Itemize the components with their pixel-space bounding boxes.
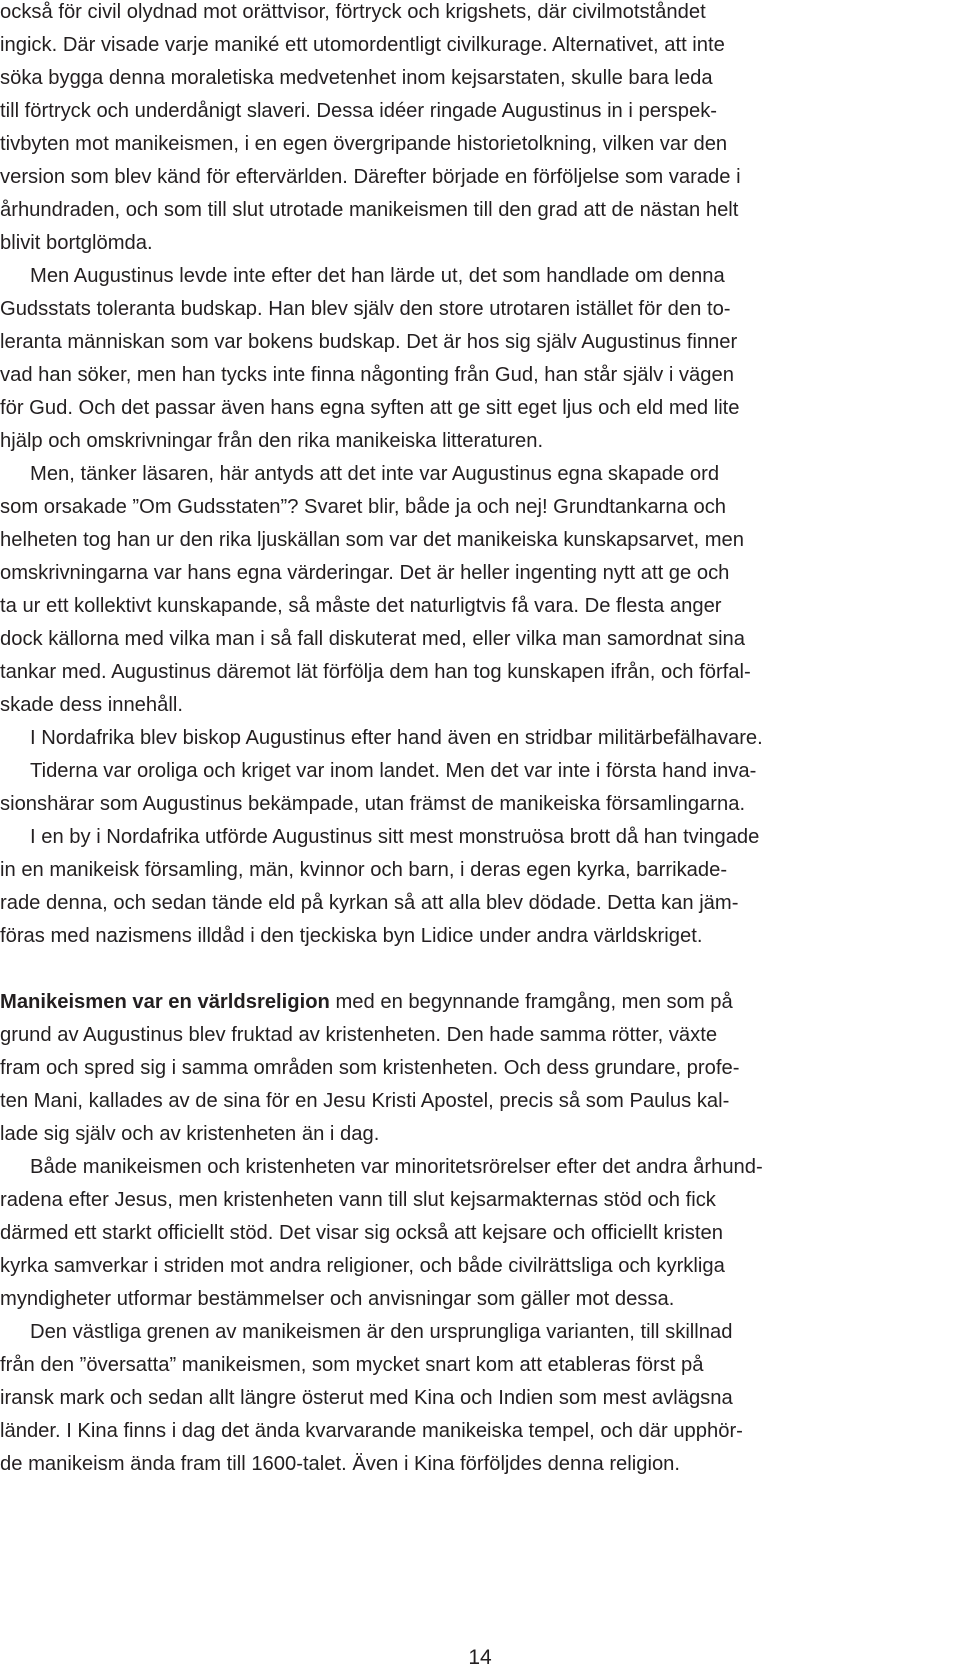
text-line: helheten tog han ur den rika ljuskällan som var det manikeiska kunskapsarvet, men: [0, 529, 744, 551]
section-lead-rest: med en begynnande framgång, men som på: [329, 991, 733, 1013]
text-line: också för civil olydnad mot orättvisor, förtryck och krigshets, där civilmotståndet: [0, 1, 706, 23]
text-line: de manikeism ända fram till 1600-talet. Även i Kina förföljdes denna religion.: [0, 1453, 681, 1475]
text-line: tankar med. Augustinus däremot lät förfölja dem han tog kunskapen ifrån, och förfal-: [0, 661, 751, 683]
text-line: tivbyten mot manikeismen, i en egen övergripande historietolkning, vilken var den: [0, 133, 728, 155]
text-line: hjälp och omskrivningar från den rika manikeiska litteraturen.: [0, 430, 544, 452]
text-line: till förtryck och underdånigt slaveri. Dessa idéer ringade Augustinus in i perspek-: [0, 100, 718, 122]
text-line: föras med nazismens illdåd i den tjeckiska byn Lidice under andra världskriget.: [0, 925, 703, 947]
text-line: radena efter Jesus, men kristenheten vann till slut kejsarmakternas stöd och fick: [0, 1189, 716, 1211]
text-line: blivit bortglömda.: [0, 232, 153, 254]
paragraph-first-line: I en by i Nordafrika utförde Augustinus sitt mest monstruösa brott då han tvingade: [30, 826, 760, 848]
text-line: ingick. Där visade varje maniké ett utomordentligt civilkurage. Alternativet, att inte: [0, 34, 725, 56]
paragraph-first-line: Men, tänker läsaren, här antyds att det inte var Augustinus egna skapade ord: [30, 463, 720, 485]
text-line: sionshärar som Augustinus bekämpade, utan främst de manikeiska församlingarna.: [0, 793, 746, 815]
text-line: Gudsstats toleranta budskap. Han blev själv den store utrotaren istället för den to-: [0, 298, 731, 320]
text-line: in en manikeisk församling, män, kvinnor och barn, i deras egen kyrka, barrikade-: [0, 859, 728, 881]
text-line: fram och spred sig i samma områden som kristenheten. Och dess grundare, profe-: [0, 1057, 740, 1079]
text-line: grund av Augustinus blev fruktad av kristenheten. Den hade samma rötter, växte: [0, 1024, 718, 1046]
paragraph-first-line: Både manikeismen och kristenheten var minoritetsrörelser efter det andra århund-: [30, 1156, 763, 1178]
text-line: dock källorna med vilka man i så fall diskuterat med, eller vilka man samordnat sina: [0, 628, 746, 650]
paragraph-first-line: I Nordafrika blev biskop Augustinus efter hand även en stridbar militärbefälhavare.: [30, 727, 763, 749]
section-first-line: [0, 990, 733, 1014]
paragraph-first-line: Tiderna var oroliga och kriget var inom landet. Men det var inte i första hand inva-: [30, 760, 757, 782]
text-line: leranta människan som var bokens budskap. Det är hos sig själv Augustinus finner: [0, 331, 738, 353]
text-line: som orsakade ”Om Gudsstaten”? Svaret blir, både ja och nej! Grundtankarna och: [0, 496, 727, 518]
section-lead-bold: Manikeismen var en världsreligion: [0, 991, 330, 1013]
text-line: århundraden, och som till slut utrotade manikeismen till den grad att de nästan helt: [0, 199, 739, 221]
text-line: iransk mark och sedan allt längre österut med Kina och Indien som mest avlägsna: [0, 1387, 733, 1409]
text-line: kyrka samverkar i striden mot andra religioner, och både civilrättsliga och kyrkliga: [0, 1255, 725, 1277]
text-line: omskrivningarna var hans egna värderingar. Det är heller ingenting nytt att ge och: [0, 562, 730, 584]
page-number: 14: [468, 1646, 492, 1669]
text-line: söka bygga denna moraletiska medvetenhet inom kejsarstaten, skulle bara leda: [0, 67, 713, 89]
text-line: länder. I Kina finns i dag det ända kvarvarande manikeiska tempel, och där upphör-: [0, 1420, 743, 1442]
text-line: därmed ett starkt officiellt stöd. Det visar sig också att kejsare och officiellt kristen: [0, 1222, 723, 1244]
paragraph-first-line: Men Augustinus levde inte efter det han lärde ut, det som handlade om denna: [30, 265, 725, 287]
text-line: myndigheter utformar bestämmelser och anvisningar som gäller mot dessa.: [0, 1288, 675, 1310]
text-line: skade dess innehåll.: [0, 694, 183, 716]
text-line: ta ur ett kollektivt kunskapande, så måste det naturligtvis få vara. De flesta anger: [0, 595, 722, 617]
text-line: för Gud. Och det passar även hans egna syften att ge sitt eget ljus och eld med lite: [0, 397, 740, 419]
text-line: ten Mani, kallades av de sina för en Jesu Kristi Apostel, precis så som Paulus kal-: [0, 1090, 730, 1112]
text-line: version som blev känd för eftervärlden. Därefter började en förföljelse som varade i: [0, 166, 741, 188]
paragraph-first-line: Den västliga grenen av manikeismen är den ursprungliga varianten, till skillnad: [30, 1321, 733, 1343]
text-line: rade denna, och sedan tände eld på kyrkan så att alla blev dödade. Detta kan jäm-: [0, 892, 739, 914]
text-line: lade sig själv och av kristenheten än i dag.: [0, 1123, 380, 1145]
text-line: vad han söker, men han tycks inte finna någonting från Gud, han står själv i vägen: [0, 364, 734, 386]
text-line: från den ”översatta” manikeismen, som mycket snart kom att etableras först på: [0, 1354, 704, 1376]
